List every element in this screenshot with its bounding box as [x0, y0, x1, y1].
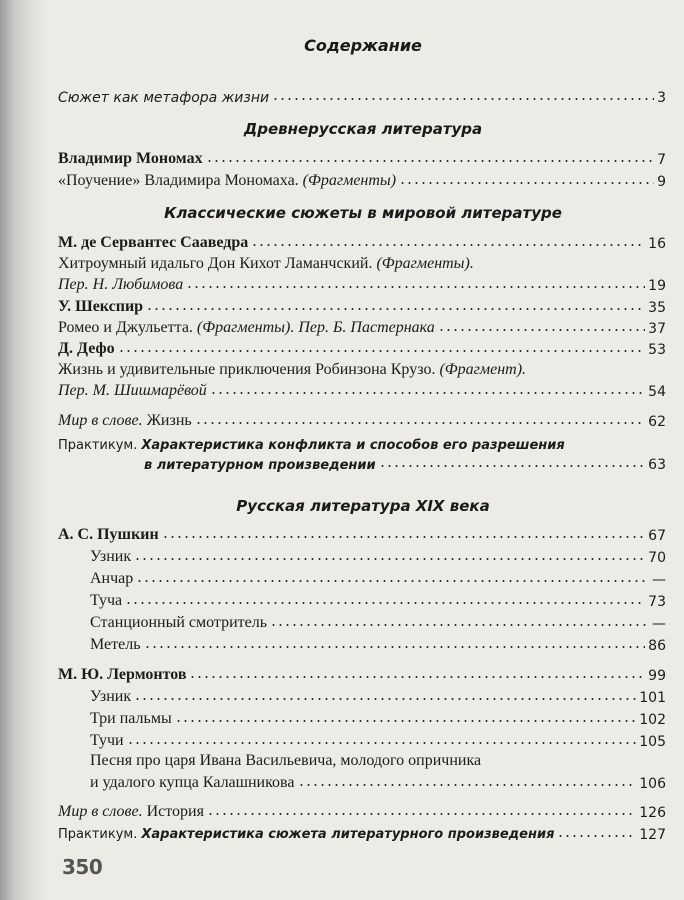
toc-page-number: 9	[657, 174, 666, 190]
contents-page	[58, 0, 668, 900]
work-title: Узник	[90, 548, 132, 565]
toc-page-number: 106	[639, 776, 666, 792]
work-title: и удалого купца Калашникова	[90, 774, 295, 791]
leader-dots	[379, 464, 646, 468]
toc-world-in-word-life[interactable]	[58, 410, 666, 430]
leader-dots	[210, 391, 645, 395]
leader-dots	[189, 675, 645, 679]
toc-page-number: 105	[639, 734, 666, 750]
toc-work-anchar[interactable]	[90, 568, 666, 588]
toc-page-number: 7	[657, 152, 666, 168]
leader-dots	[146, 307, 645, 311]
toc-page-number: 73	[648, 594, 666, 610]
practicum-label: Практикум.	[58, 438, 138, 453]
toc-author-lermontov[interactable]	[58, 664, 666, 684]
practicum-entry: Практикум. Характеристика сюжета литературного произведения	[58, 827, 555, 842]
toc-work-uznik-pushkin[interactable]	[90, 546, 666, 566]
toc-page-number: 63	[648, 457, 666, 473]
toc-page-number: 54	[648, 384, 666, 400]
author-name: М. Ю. Лермонтов	[58, 666, 187, 683]
world-in-word-entry: Мир в слове. История	[58, 803, 204, 820]
toc-page-number: 67	[648, 528, 666, 544]
leader-dots	[186, 285, 645, 289]
work-title: Метель	[90, 636, 141, 653]
toc-practicum-conflict-cont[interactable]	[144, 453, 666, 473]
toc-page-number: 37	[648, 321, 666, 337]
practicum-title-line1: Характеристика конфликта и способов его разрешения	[141, 438, 565, 453]
toc-page-number: 3	[657, 90, 666, 106]
section-heading-old-russian: Древнерусская литература	[243, 120, 483, 138]
toc-page-number: 102	[639, 712, 666, 728]
toc-author-defoe[interactable]	[58, 338, 666, 358]
practicum-title-line2: в литературном произведении	[144, 458, 376, 473]
toc-work-song-line1[interactable]: Песня про царя Ивана Васильевича, молодого опричника	[90, 752, 482, 769]
leader-dots	[136, 579, 649, 583]
toc-entry-intro[interactable]	[58, 86, 666, 106]
translator: Пер. М. Шишмарёвой	[58, 382, 207, 399]
work-title: Туча	[90, 592, 123, 609]
work-title: Узник	[90, 688, 132, 705]
toc-work-don-quixote[interactable]: Хитроумный идальго Дон Кихот Ламанчский. (Фрагменты).	[58, 255, 474, 272]
toc-world-in-word-history[interactable]	[58, 801, 666, 821]
author-name: Д. Дефо	[58, 340, 115, 357]
toc-page-number: 70	[648, 550, 666, 566]
toc-author-cervantes[interactable]	[58, 232, 666, 252]
toc-author-monomakh[interactable]	[58, 148, 666, 168]
leader-dots	[125, 601, 645, 605]
toc-work-uznik-lermontov[interactable]	[90, 686, 666, 706]
toc-page-number: —	[652, 572, 666, 588]
leader-dots	[127, 741, 637, 745]
toc-page-number: 62	[648, 414, 666, 430]
translator: Пер. Н. Любимова	[58, 276, 184, 293]
author-name: Владимир Мономах	[58, 150, 203, 167]
leader-dots	[134, 697, 636, 701]
leader-dots	[272, 97, 654, 101]
leader-dots	[134, 557, 645, 561]
toc-work-metel[interactable]	[90, 634, 666, 654]
section-heading-19th-century: Русская литература XIX века	[236, 497, 490, 515]
leader-dots	[251, 243, 645, 247]
toc-work-robinson[interactable]: Жизнь и удивительные приключения Робинзона Крузо. (Фрагмент).	[58, 361, 527, 378]
leader-dots	[175, 719, 637, 723]
toc-translator-shishmareva[interactable]	[58, 380, 666, 400]
author-name: У. Шекспир	[58, 298, 144, 315]
toc-page-number: 35	[648, 300, 666, 316]
leader-dots	[207, 812, 636, 816]
author-name: М. де Сервантес Сааведра	[58, 234, 249, 251]
toc-work-song-line2[interactable]	[90, 772, 666, 792]
leader-dots	[162, 535, 645, 539]
leader-dots	[195, 421, 646, 425]
work-title: Станционный смотритель	[90, 614, 268, 631]
work-title: Три пальмы	[90, 710, 172, 727]
toc-work-three-palms[interactable]	[90, 708, 666, 728]
toc-page-number: 53	[648, 342, 666, 358]
work-title: Тучи	[90, 732, 124, 749]
toc-work-tucha[interactable]	[90, 590, 666, 610]
leader-dots	[399, 181, 654, 185]
toc-page-number: 127	[639, 827, 666, 843]
leader-dots	[557, 834, 636, 838]
contents-title: Содержание	[304, 36, 422, 55]
leader-dots	[298, 783, 637, 787]
toc-practicum-plot[interactable]	[58, 823, 666, 843]
page-number: 350	[62, 855, 103, 879]
leader-dots	[144, 645, 646, 649]
toc-practicum-conflict[interactable]	[58, 436, 666, 454]
toc-page-number: 16	[648, 236, 666, 252]
toc-author-shakespeare[interactable]	[58, 296, 666, 316]
toc-author-pushkin[interactable]	[58, 524, 666, 544]
toc-work-romeo-juliet[interactable]	[58, 317, 666, 337]
work-title: Ромео и Джульетта. (Фрагменты). Пер. Б. Пастернака	[58, 319, 435, 336]
toc-page-number: 101	[639, 690, 666, 706]
toc-page-number: 19	[648, 278, 666, 294]
leader-dots	[118, 349, 646, 353]
toc-work-tuchi[interactable]	[90, 730, 666, 750]
leader-dots	[270, 623, 649, 627]
toc-work-pouchenie[interactable]	[58, 170, 666, 190]
leader-dots	[206, 159, 655, 163]
toc-page-number: 86	[648, 638, 666, 654]
toc-page-number: 99	[648, 668, 666, 684]
toc-work-stationmaster[interactable]	[90, 612, 666, 632]
author-name: А. С. Пушкин	[58, 526, 159, 543]
section-heading-classic: Классические сюжеты в мировой литературе	[164, 204, 562, 222]
work-title: «Поучение» Владимира Мономаха. (Фрагменты)	[58, 172, 397, 189]
toc-entry-title: Сюжет как метафора жизни	[58, 90, 270, 106]
leader-dots	[438, 328, 645, 332]
toc-page-number: 126	[639, 805, 666, 821]
toc-translator-lyubimov[interactable]	[58, 274, 666, 294]
world-in-word-entry: Мир в слове. Жизнь	[58, 412, 192, 429]
work-title: Анчар	[90, 570, 134, 587]
book-spine-shadow	[0, 0, 48, 900]
toc-page-number: —	[652, 616, 666, 632]
